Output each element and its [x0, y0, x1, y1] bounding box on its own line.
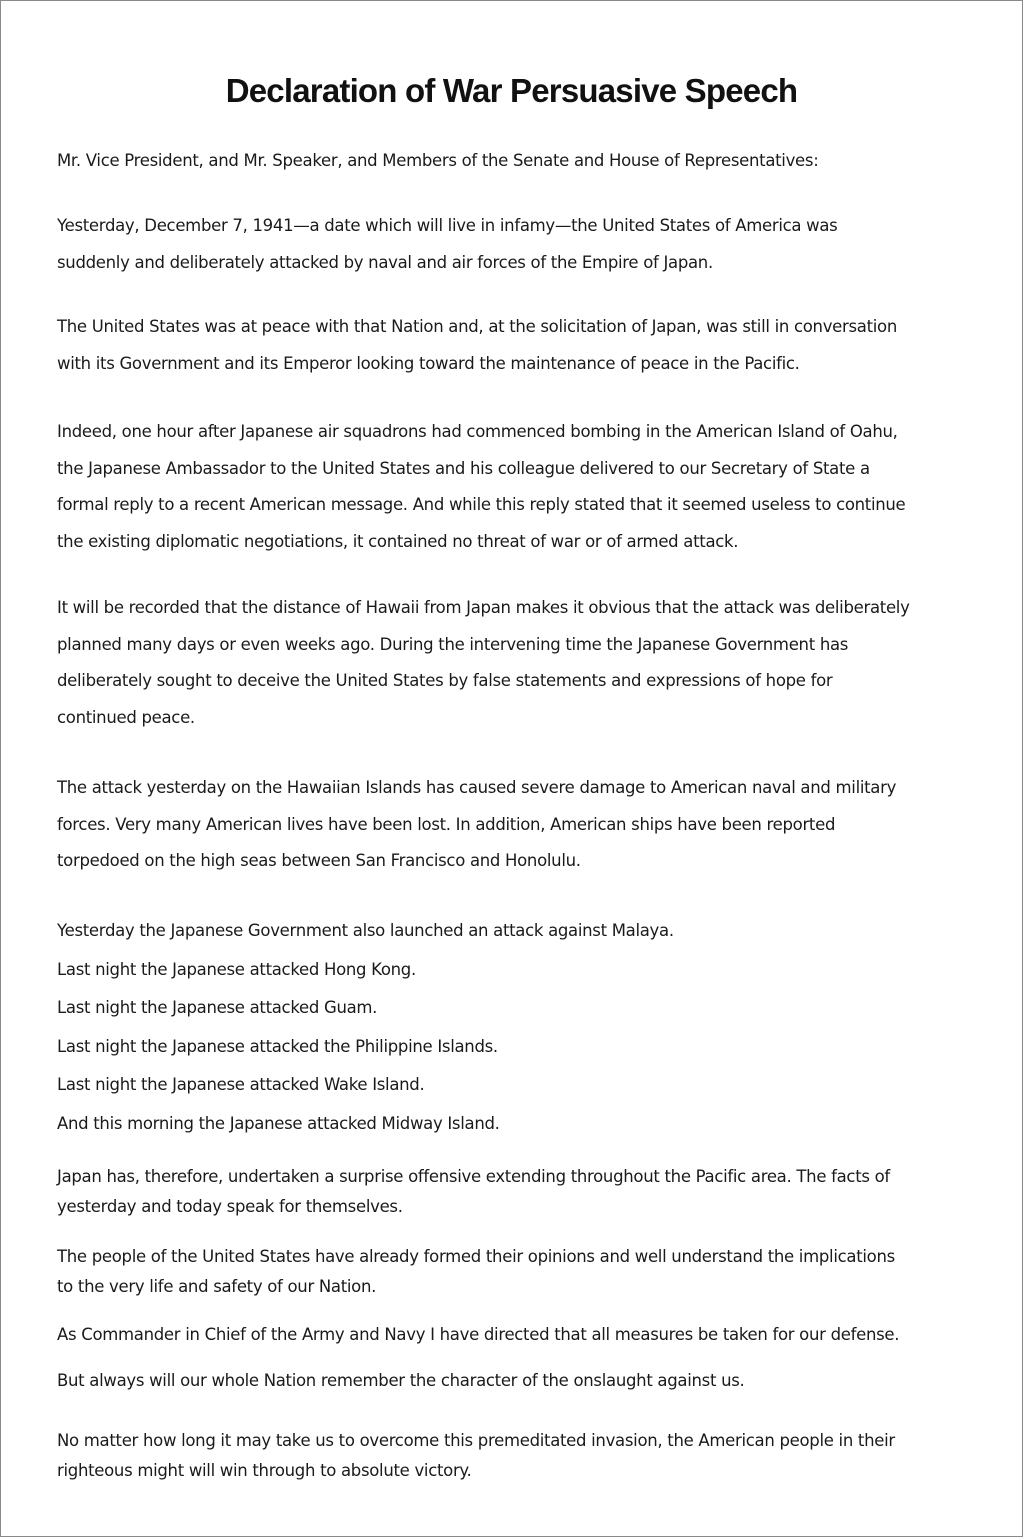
list-item: Last night the Japanese attacked Wake Island.: [57, 1075, 425, 1094]
document-title: Declaration of War Persuasive Speech: [225, 72, 798, 109]
list-item: Yesterday the Japanese Government also launched an attack against Malaya.: [57, 921, 674, 940]
text-line: The people of the United States have already formed their opinions and well understand the implications: [57, 1247, 895, 1266]
text-line: Mr. Vice President, and Mr. Speaker, and Members of the Senate and House of Representatives:: [57, 151, 819, 170]
paragraph-opinions: [57, 1242, 895, 1302]
list-item: Last night the Japanese attacked Hong Kong.: [57, 959, 416, 979]
paragraph-offensive: [57, 1162, 890, 1222]
text-line: with its Government and its Emperor looking toward the maintenance of peace in the Pacific.: [57, 353, 800, 373]
paragraph-deception: [57, 590, 910, 737]
text-line: torpedoed on the high seas between San Francisco and Honolulu.: [57, 851, 581, 871]
text-line: yesterday and today speak for themselves.: [57, 1197, 403, 1216]
text-line: planned many days or even weeks ago. During the intervening time the Japanese Government has: [57, 634, 849, 654]
paragraph-salutation: [57, 143, 818, 180]
list-item: And this morning the Japanese attacked Midway Island.: [57, 1113, 500, 1133]
text-line: the existing diplomatic negotiations, it contained no threat of war or of armed attack.: [57, 532, 739, 552]
text-line: suddenly and deliberately attacked by naval and air forces of the Empire of Japan.: [57, 252, 713, 272]
text-line: to the very life and safety of our Nation.: [57, 1277, 377, 1296]
paragraph-remember: [57, 1366, 744, 1396]
text-line: continued peace.: [57, 708, 195, 728]
text-line: the Japanese Ambassador to the United States and his colleague delivered to our Secretary of State a: [57, 458, 870, 478]
text-line: Japan has, therefore, undertaken a surprise offensive extending throughout the Pacific area. The facts of: [57, 1167, 890, 1186]
text-line: Indeed, one hour after Japanese air squadrons had commenced bombing in the American Island of Oahu,: [57, 422, 898, 441]
paragraph-peace: [57, 309, 897, 382]
text-line: No matter how long it may take us to overcome this premeditated invasion, the American people in their: [57, 1431, 895, 1450]
paragraph-commander: [57, 1320, 899, 1350]
text-line: It will be recorded that the distance of Hawaii from Japan makes it obvious that the attack was deliberately: [57, 598, 910, 617]
list-item: Last night the Japanese attacked the Philippine Islands.: [57, 1036, 498, 1056]
paragraph-victory: [57, 1426, 895, 1486]
text-line: righteous might will win through to absolute victory.: [57, 1461, 472, 1480]
text-line: But always will our whole Nation remember the character of the onslaught against us.: [57, 1371, 745, 1390]
text-line: forces. Very many American lives have been lost. In addition, American ships have been reported: [57, 814, 836, 834]
text-line: deliberately sought to deceive the United States by false statements and expressions of hope for: [57, 671, 833, 691]
text-line: The United States was at peace with that Nation and, at the solicitation of Japan, was still in conversation: [57, 317, 898, 336]
paragraph-attack-date: [57, 208, 837, 281]
text-line: The attack yesterday on the Hawaiian Islands has caused severe damage to American naval and military: [57, 778, 897, 797]
paragraph-damage: [57, 770, 896, 880]
text-line: Yesterday, December 7, 1941—a date which will live in infamy—the United States of America was: [57, 216, 838, 235]
list-item: Last night the Japanese attacked Guam.: [57, 998, 378, 1017]
paragraph-ambassador: [57, 414, 905, 561]
text-line: formal reply to a recent American message. And while this reply stated that it seemed useless to continue: [57, 495, 906, 515]
paragraph-attack-list: [57, 912, 674, 1143]
text-line: As Commander in Chief of the Army and Navy I have directed that all measures be taken for our defense.: [57, 1325, 900, 1344]
